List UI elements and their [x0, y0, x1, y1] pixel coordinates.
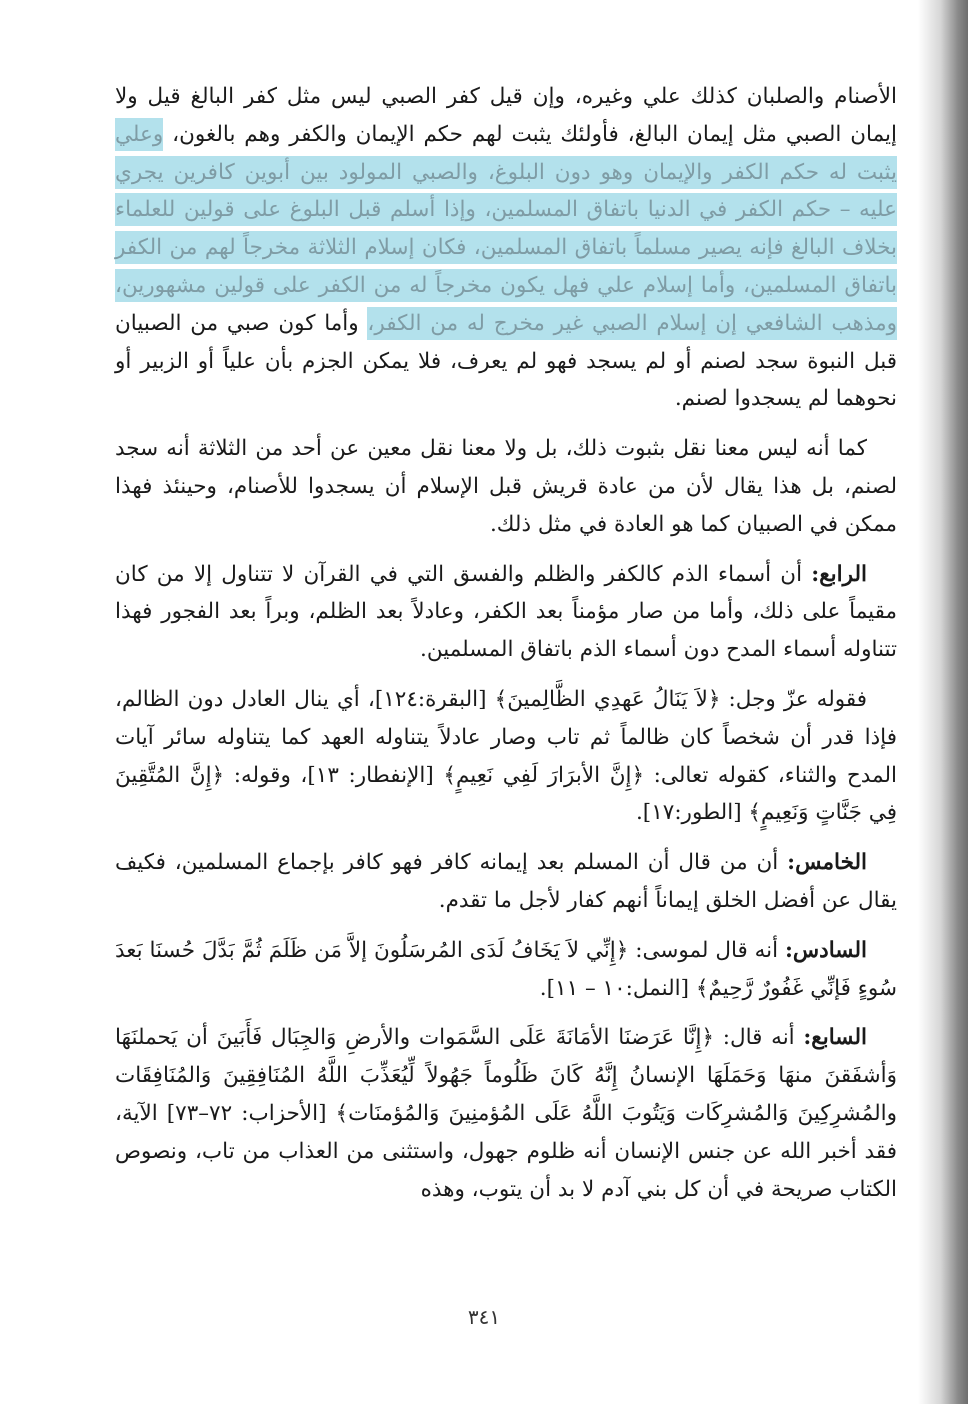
book-spine-shadow — [918, 0, 968, 1404]
page-body — [115, 78, 897, 1208]
point-label-sixth: السادس: — [784, 937, 867, 963]
paragraph-fifth-text: أن من قال أن المسلم بعد إيمانه كافر فهو كافر بإجماع المسلمين، فكيف يقال عن أفضل الخلق إيماناً أنهم كفار لأجل ما تقدم. — [115, 850, 897, 913]
paragraph-2: كما أنه ليس معنا نقل بثبوت ذلك، بل ولا معنا نقل معين عن أحد من الثلاثة أنه سجد لصنم، بل هذا يقال لأن من عادة قريش قبل الإسلام أن يسجدوا للأصنام، وحينئذ فهذا ممكن في الصبيان كما هو العادة في مثل ذلك. — [115, 436, 897, 537]
paragraph-quran-citations: فقوله عزّ وجل: ﴿لاَ يَنَالُ عَهدِي الظَّالِمينَ﴾ [البقرة:١٢٤]، أي ينال العادل دون الظالم، فإذا قدر أن شخصاً كان ظالماً ثم تاب وصار عادلاً يتناوله العهد كما يتناوله سائر آيات المدح والثناء، كقوله تعالى: ﴿إِنَّ الأبرَارَ لَفِي نَعِيمٍ﴾ [الإنفطار: ١٣]، وقوله: ﴿إِنَّ المُتَّقِينَ فِي جَنَّاتٍ وَنَعِيمٍ﴾ [الطور:١٧]. — [115, 686, 898, 826]
paragraph-sixth-text: أنه قال لموسى: ﴿إِنِّي لاَ يَخَافُ لَدَى المُرسَلُونَ إلاَّ مَن ظَلَمَ ثُمَّ بَدَّلَ حُسنَا بَعدَ سُوءٍ فَإنِّي غَفُورٌ رَّحِيمٌ﴾ [النمل:١٠ – ١١]. — [115, 937, 897, 1001]
paragraph-seventh-text: أنه قال: ﴿إِنَّا عَرَضنَا الأمَانَةَ عَلَى السَّمَوات والأرضِ وَالجِبَال فَأَبَينَ أن يَحملنَهَا وَأشفَقنَ منهَا وَحَمَلَهَا الإنسانُ إِنَّهُ كَانَ ظَلُوماً جَهُولاً لِّيُعَذِّبَ اللَّهُ المُنَافِقِينَ وَالمُنَافِقَات والمُشرِكِينَ وَالمُشرِكَات وَيَتُوبَ اللَّهُ عَلَى المُؤمنِينَ وَالمُؤمنَات﴾ [الأحزاب: ٧٢–٧٣] الآية، فقد أخبر الله عن جنس الإنسان أنه ظلوم جهول، واستثنى من العذاب من تاب، ونصوص الكتاب صريحة في أن كل بني آدم لا بد أن يتوب، وهذه — [115, 1025, 897, 1202]
paragraph-1 — [115, 78, 897, 418]
paragraph-fifth-point — [115, 844, 897, 920]
paragraph-fourth-point — [115, 556, 897, 669]
highlighted-passage[interactable]: وعلي يثبت له حكم الكفر والإيمان وهو دون البلوغ، والصبي المولود بين أبوين كافرين يجري عليه – حكم الكفر في الدنيا باتفاق المسلمين، وإذا أسلم قبل البلوغ على قولين للعلماء بخلاف البالغ فإنه يصير مسلماً باتفاق المسلمين، فكان إسلام الثلاثة مخرجاً لهم من الكفر باتفاق المسلمين، وأما إسلام علي فهل يكون مخرجاً له من الكفر على قولين مشهورين، ومذهب الشافعي إن إسلام الصبي غير مخرج له من الكفر، — [115, 118, 897, 340]
point-label-fourth: الرابع: — [811, 561, 867, 587]
paragraph-seventh-point — [115, 1019, 897, 1208]
point-label-seventh: السابع: — [803, 1025, 867, 1051]
paragraph-1-text-start: الأصنام والصلبان كذلك علي وغيره، وإن قيل كفر الصبي ليس مثل كفر البالغ قيل ولا إيمان الصبي مثل إيمان البالغ، فأولئك يثبت لهم حكم الإيمان والكفر وهم بالغون، — [115, 84, 897, 147]
point-label-fifth: الخامس: — [787, 850, 867, 876]
page-number: ٣٤١ — [467, 1305, 501, 1329]
paragraph-sixth-point — [115, 932, 897, 1008]
paragraph-fourth-text: أن أسماء الذم كالكفر والظلم والفسق التي في القرآن لا تتناول إلا من كان مقيماً على ذلك، وأما من صار مؤمناً بعد الكفر، وعادلاً بعد الظلم، وبراً بعد الفجور فهذا تتناوله أسماء المدح دون أسماء الذم باتفاق المسلمين. — [115, 561, 897, 663]
paragraph-1-text-end: وأما كون صبي من الصبيان قبل النبوة سجد لصنم أو لم يسجد فهو لم يعرف، فلا يمكن الجزم بأن علياً أو الزبير أو نحوهما لم يسجدوا لصنم. — [115, 310, 897, 412]
